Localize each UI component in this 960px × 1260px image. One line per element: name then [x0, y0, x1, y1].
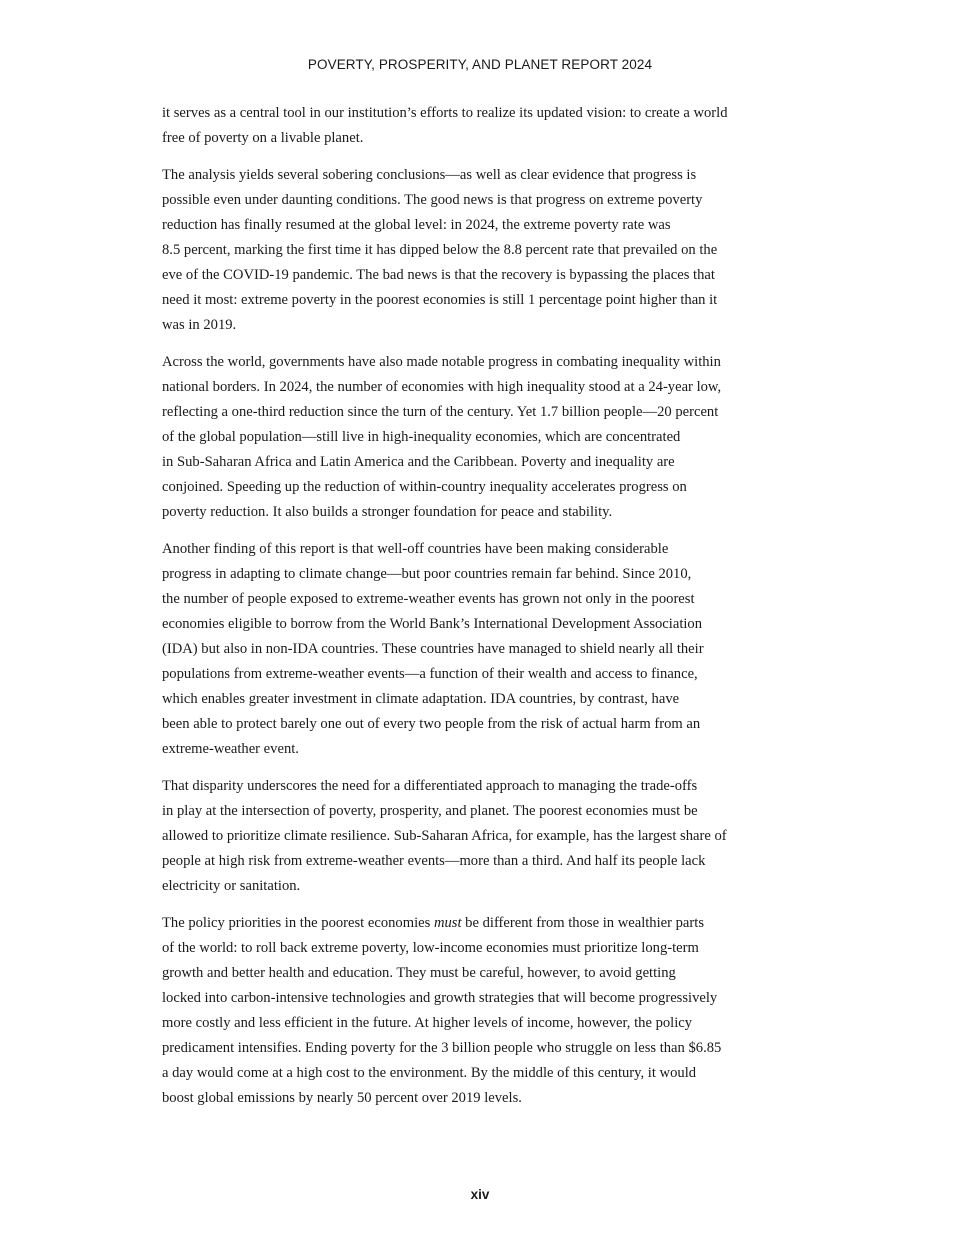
text-line: (IDA) but also in non-IDA countries. These countries have managed to shield nearly all their: [162, 641, 704, 657]
text-line: Across the world, governments have also made notable progress in combating inequality within: [162, 354, 721, 370]
emphasis-must: must: [433, 915, 462, 931]
text-line: poverty reduction. It also builds a stronger foundation for peace and stability.: [162, 504, 613, 520]
paragraph-6: [162, 911, 802, 1111]
paragraph-4: [162, 537, 802, 762]
text-line: progress in adapting to climate change—but poor countries remain far behind. Since 2010,: [162, 566, 692, 582]
text-line: The analysis yields several sobering conclusions—as well as clear evidence that progress is: [162, 167, 697, 183]
text-line: in play at the intersection of poverty, prosperity, and planet. The poorest economies must be: [162, 803, 698, 819]
text-line: the number of people exposed to extreme-weather events has grown not only in the poorest: [162, 591, 695, 607]
text-fragment: be different from those in wealthier parts: [461, 915, 705, 931]
text-line: more costly and less efficient in the future. At higher levels of income, however, the policy: [162, 1015, 693, 1031]
text-line: [162, 911, 802, 936]
text-line: national borders. In 2024, the number of economies with high inequality stood at a 24-year low,: [162, 379, 722, 395]
paragraph-2: [162, 163, 802, 338]
text-line: locked into carbon-intensive technologies and growth strategies that will become progressively: [162, 990, 718, 1006]
text-line: been able to protect barely one out of every two people from the risk of actual harm from an: [162, 716, 701, 732]
text-line: allowed to prioritize climate resilience. Sub-Saharan Africa, for example, has the largest share of: [162, 828, 727, 844]
text-line: reduction has finally resumed at the global level: in 2024, the extreme poverty rate was: [162, 217, 671, 233]
text-line: That disparity underscores the need for a differentiated approach to managing the trade-offs: [162, 778, 698, 794]
text-line: reflecting a one-third reduction since the turn of the century. Yet 1.7 billion people—20 percent: [162, 404, 719, 420]
text-line: extreme-weather event.: [162, 741, 299, 757]
text-line: need it most: extreme poverty in the poorest economies is still 1 percentage point higher than it: [162, 292, 718, 308]
text-line: a day would come at a high cost to the environment. By the middle of this century, it would: [162, 1065, 697, 1081]
text-line: was in 2019.: [162, 317, 237, 333]
text-line: 8.5 percent, marking the first time it has dipped below the 8.8 percent rate that prevailed on the: [162, 242, 718, 258]
text-line: boost global emissions by nearly 50 percent over 2019 levels.: [162, 1090, 522, 1106]
paragraph-3: [162, 350, 802, 525]
text-line: conjoined. Speeding up the reduction of within-country inequality accelerates progress on: [162, 479, 687, 495]
text-fragment: The policy priorities in the poorest economies: [162, 915, 434, 931]
paragraph-5: [162, 774, 802, 899]
page-number: xiv: [470, 1187, 490, 1202]
text-line: in Sub-Saharan Africa and Latin America and the Caribbean. Poverty and inequality are: [162, 454, 675, 470]
text-line: free of poverty on a livable planet.: [162, 130, 364, 146]
text-line: predicament intensifies. Ending poverty for the 3 billion people who struggle on less than $6.85: [162, 1040, 722, 1056]
text-line: Another finding of this report is that well-off countries have been making considerable: [162, 541, 669, 557]
text-line: economies eligible to borrow from the World Bank’s International Development Association: [162, 616, 703, 632]
text-line: possible even under daunting conditions. The good news is that progress on extreme poverty: [162, 192, 703, 208]
text-line: it serves as a central tool in our institution’s efforts to realize its updated vision: to create a world: [162, 105, 728, 121]
text-line: eve of the COVID-19 pandemic. The bad news is that the recovery is bypassing the places that: [162, 267, 715, 283]
text-line: growth and better health and education. They must be careful, however, to avoid getting: [162, 965, 676, 981]
body-text: [162, 101, 802, 1123]
running-header: POVERTY, PROSPERITY, AND PLANET REPORT 2024: [307, 57, 653, 72]
text-line: of the world: to roll back extreme poverty, low-income economies must prioritize long-term: [162, 940, 699, 956]
paragraph-1: [162, 101, 802, 151]
text-line: electricity or sanitation.: [162, 878, 301, 894]
text-line: which enables greater investment in climate adaptation. IDA countries, by contrast, have: [162, 691, 680, 707]
text-line: of the global population—still live in high-inequality economies, which are concentrated: [162, 429, 681, 445]
text-line: populations from extreme-weather events—a function of their wealth and access to finance,: [162, 666, 698, 682]
text-line: people at high risk from extreme-weather events—more than a third. And half its people lack: [162, 853, 706, 869]
